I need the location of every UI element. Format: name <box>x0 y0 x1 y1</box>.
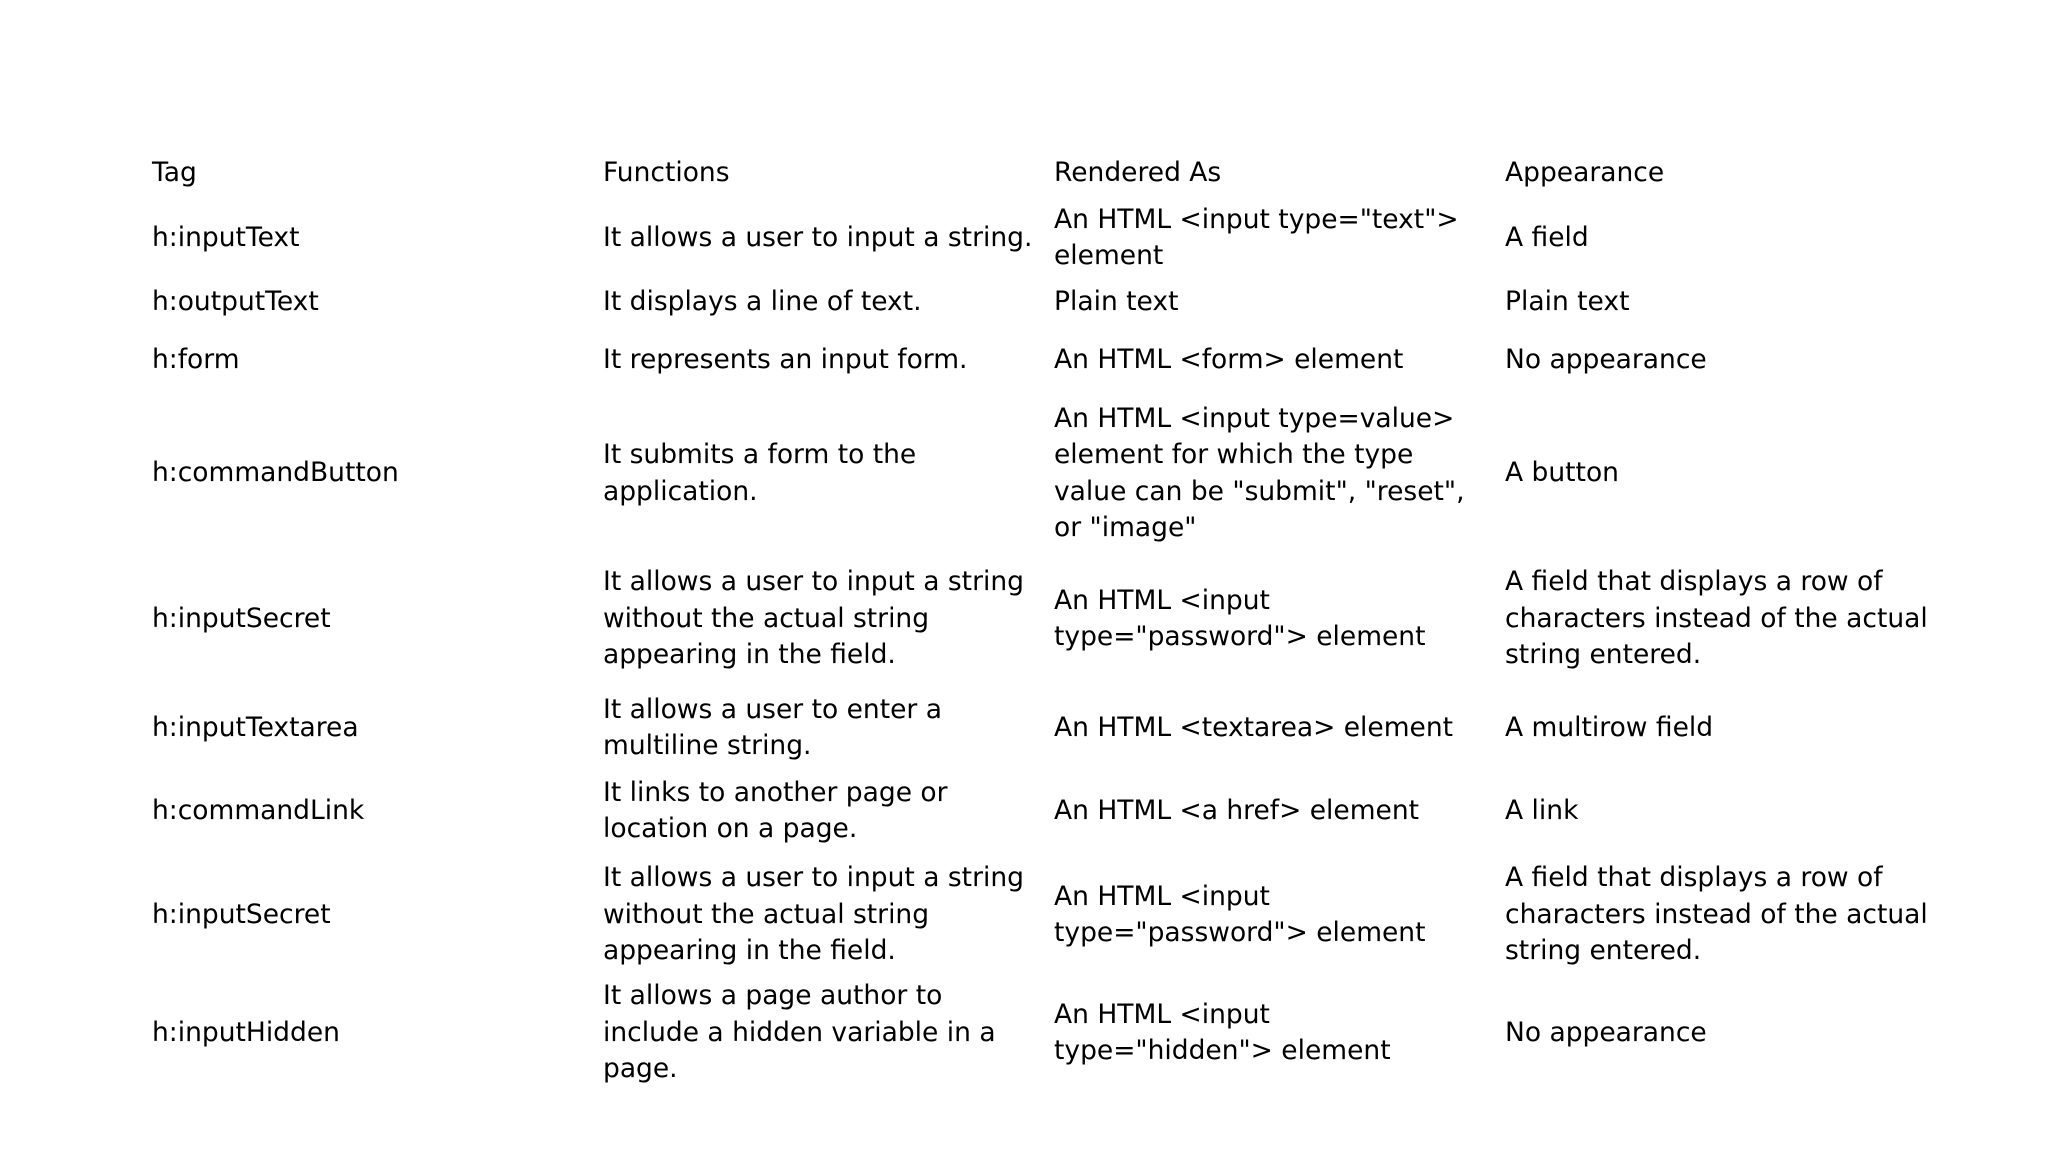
cell-tag: h:outputText <box>152 286 319 318</box>
cell-rendered-as: An HTML <a href> element <box>1054 794 1420 826</box>
table-row <box>143 977 1967 1089</box>
cell-tag: h:commandButton <box>152 457 399 489</box>
cell-appearance: A field <box>1505 221 1589 253</box>
cell-rendered-as: An HTML <input type="password"> element <box>1054 584 1426 652</box>
cell-tag: h:inputText <box>152 221 300 253</box>
table-row <box>143 853 1967 977</box>
cell-function: It allows a user to input a string. <box>603 221 1033 253</box>
cell-function: It allows a page author to include a hidden variable in a page. <box>603 980 996 1085</box>
cell-function: It allows a user to enter a multiline string. <box>603 693 942 761</box>
cell-function: It submits a form to the application. <box>603 439 917 507</box>
header-functions: Functions <box>603 157 730 189</box>
table-row <box>143 280 1967 325</box>
table-header-row <box>143 151 1967 196</box>
cell-appearance: No appearance <box>1505 344 1707 376</box>
cell-tag: h:inputHidden <box>152 1016 340 1048</box>
cell-appearance: A multirow field <box>1505 711 1714 743</box>
cell-tag: h:form <box>152 344 240 376</box>
header-appearance: Appearance <box>1505 157 1665 189</box>
table-row <box>143 551 1967 687</box>
cell-appearance: Plain text <box>1505 286 1630 318</box>
cell-rendered-as: An HTML <input type=value> element for which the type value can be "submit", "reset", or "image" <box>1054 402 1465 543</box>
cell-tag: h:inputTextarea <box>152 711 359 743</box>
table-row <box>143 325 1967 396</box>
cell-rendered-as: Plain text <box>1054 286 1179 318</box>
cell-function: It allows a user to input a string without the actual string appearing in the field. <box>603 566 1024 671</box>
cell-rendered-as: An HTML <textarea> element <box>1054 711 1454 743</box>
cell-function: It represents an input form. <box>603 344 968 376</box>
table-row <box>143 396 1967 551</box>
cell-rendered-as: An HTML <input type="text"> element <box>1054 203 1459 271</box>
cell-function: It allows a user to input a string without the actual string appearing in the field. <box>603 862 1024 967</box>
table-row <box>143 687 1967 769</box>
cell-appearance: A field that displays a row of characters instead of the actual string entered. <box>1505 862 1928 967</box>
cell-appearance: No appearance <box>1505 1016 1707 1048</box>
cell-tag: h:inputSecret <box>152 898 331 930</box>
header-tag: Tag <box>152 157 197 189</box>
cell-appearance: A field that displays a row of characters instead of the actual string entered. <box>1505 566 1928 671</box>
header-rendered-as: Rendered As <box>1054 157 1222 189</box>
cell-tag: h:inputSecret <box>152 602 331 634</box>
table-row <box>143 196 1967 280</box>
cell-function: It displays a line of text. <box>603 286 922 318</box>
jsf-tags-table <box>143 151 1967 1089</box>
cell-tag: h:commandLink <box>152 794 365 826</box>
cell-rendered-as: An HTML <input type="password"> element <box>1054 880 1426 948</box>
cell-appearance: A link <box>1505 794 1579 826</box>
cell-rendered-as: An HTML <form> element <box>1054 344 1404 376</box>
table-row <box>143 769 1967 853</box>
cell-function: It links to another page or location on a page. <box>603 776 948 844</box>
cell-appearance: A button <box>1505 457 1619 489</box>
cell-rendered-as: An HTML <input type="hidden"> element <box>1054 998 1391 1066</box>
